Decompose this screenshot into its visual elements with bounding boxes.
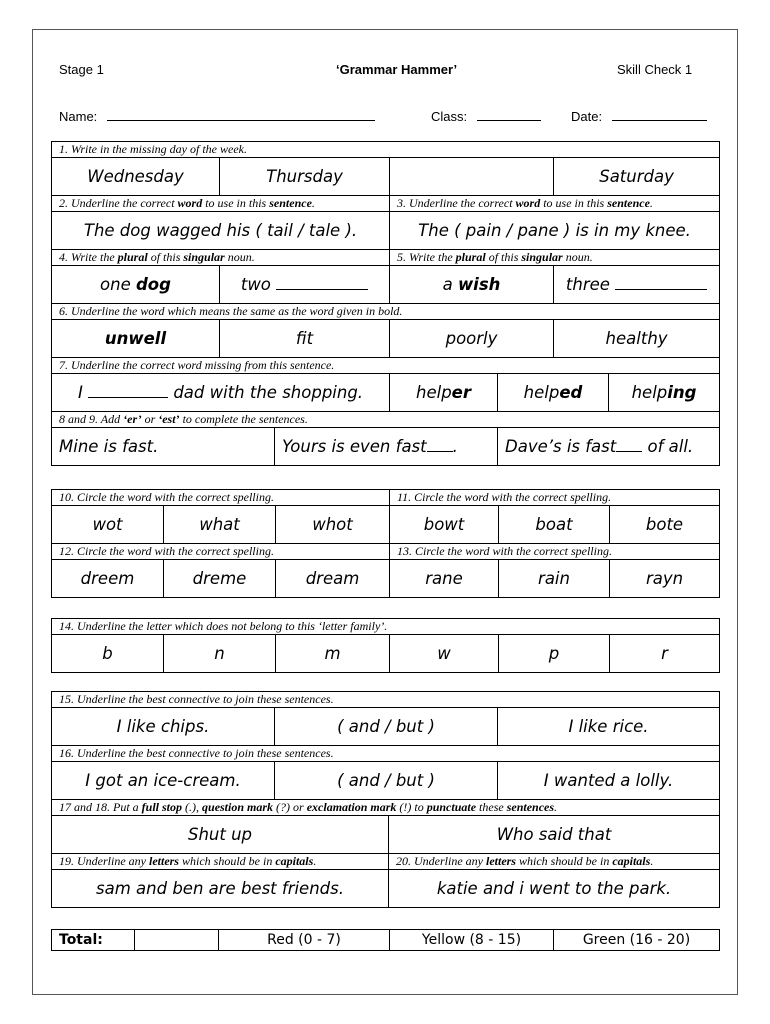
q19-sentence[interactable]: sam and ben are best friends.: [52, 870, 389, 908]
q7-option-3[interactable]: helping: [609, 374, 720, 412]
q6-option-1[interactable]: fit: [220, 320, 390, 358]
total-table: [51, 929, 720, 951]
q3-instruction: 3. Underline the correct word to use in this sentence.: [390, 196, 720, 212]
q12-option-3[interactable]: dream: [276, 560, 390, 598]
q13-option-2[interactable]: rain: [499, 560, 610, 598]
section-4-table: [51, 691, 720, 908]
q17-instruction: 17 and 18. Put a full stop (.), question mark (?) or exclamation mark (!) to punctuate these sentences.: [52, 800, 720, 816]
class-label: Class:: [431, 109, 468, 124]
q15-part-2: I like rice.: [498, 708, 720, 746]
q18-sentence[interactable]: Who said that: [389, 816, 720, 854]
q2-sentence[interactable]: The dog wagged his ( tail / tale ).: [52, 212, 390, 250]
total-label: Total:: [52, 930, 135, 951]
q12-option-2[interactable]: dreme: [164, 560, 276, 598]
name-line: [107, 108, 375, 121]
q14-letter-1[interactable]: b: [52, 635, 164, 673]
date-field[interactable]: [571, 108, 707, 124]
q20-sentence[interactable]: katie and i went to the park.: [389, 870, 720, 908]
q1-instruction: 1. Write in the missing day of the week.: [52, 142, 720, 158]
q13-option-1[interactable]: rane: [390, 560, 499, 598]
q11-instruction: 11. Circle the word with the correct spelling.: [390, 490, 720, 506]
section-2-table: [51, 489, 720, 598]
name-field[interactable]: [59, 108, 375, 124]
q4-singular: one dog: [52, 266, 220, 304]
q13-option-3[interactable]: rayn: [610, 560, 720, 598]
q1-day-1: Wednesday: [52, 158, 220, 196]
q10-instruction: 10. Circle the word with the correct spelling.: [52, 490, 390, 506]
q1-day-4: Saturday: [554, 158, 720, 196]
date-label: Date:: [571, 109, 603, 124]
q7-option-1[interactable]: helper: [390, 374, 498, 412]
q14-instruction: 14. Underline the letter which does not belong to this ‘letter family’.: [52, 619, 720, 635]
q10-option-2[interactable]: what: [164, 506, 276, 544]
total-yellow-band: Yellow (8 - 15): [390, 930, 554, 951]
q10-option-3[interactable]: whot: [276, 506, 390, 544]
class-field[interactable]: [431, 108, 541, 124]
q14-letter-4[interactable]: w: [390, 635, 499, 673]
q17-sentence[interactable]: Shut up: [52, 816, 389, 854]
class-line: [477, 108, 541, 121]
q6-word: unwell: [52, 320, 220, 358]
date-line: [612, 108, 707, 121]
q6-instruction: 6. Underline the word which means the same as the word given in bold.: [52, 304, 720, 320]
q5-singular: a wish: [390, 266, 554, 304]
section-1-table: [51, 141, 720, 466]
q6-option-3[interactable]: healthy: [554, 320, 720, 358]
q11-option-1[interactable]: bowt: [390, 506, 499, 544]
q13-instruction: 13. Circle the word with the correct spelling.: [390, 544, 720, 560]
q16-part-2: I wanted a lolly.: [498, 762, 720, 800]
name-label: Name:: [59, 109, 98, 124]
q8-sentence-1: Mine is fast.: [52, 428, 275, 466]
q16-instruction: 16. Underline the best connective to join these sentences.: [52, 746, 720, 762]
stage-label: Stage 1: [59, 62, 104, 77]
q5-plural-field[interactable]: three: [554, 266, 720, 304]
q15-part-1: I like chips.: [52, 708, 275, 746]
q9-sentence[interactable]: Dave’s is fast of all.: [498, 428, 720, 466]
page-title: ‘Grammar Hammer’: [336, 62, 458, 77]
q7-sentence: I dad with the shopping.: [52, 374, 390, 412]
q8-instruction: 8 and 9. Add ‘er’ or ‘est’ to complete the sentences.: [52, 412, 720, 428]
total-green-band: Green (16 - 20): [554, 930, 720, 951]
q14-letter-6[interactable]: r: [610, 635, 720, 673]
q14-letter-5[interactable]: p: [499, 635, 610, 673]
q15-instruction: 15. Underline the best connective to join these sentences.: [52, 692, 720, 708]
q1-answer-box[interactable]: [390, 158, 554, 196]
q6-option-2[interactable]: poorly: [390, 320, 554, 358]
q4-instruction: 4. Write the plural of this singular noun.: [52, 250, 390, 266]
q14-letter-3[interactable]: m: [276, 635, 390, 673]
q4-plural-field[interactable]: two: [220, 266, 390, 304]
section-3-table: [51, 618, 720, 673]
q3-sentence[interactable]: The ( pain / pane ) is in my knee.: [390, 212, 720, 250]
q7-instruction: 7. Underline the correct word missing from this sentence.: [52, 358, 720, 374]
q7-option-2[interactable]: helped: [498, 374, 609, 412]
skill-check-label: Skill Check 1: [617, 62, 693, 77]
q12-option-1[interactable]: dreem: [52, 560, 164, 598]
q11-option-2[interactable]: boat: [499, 506, 610, 544]
total-score-box[interactable]: [135, 930, 219, 951]
q5-instruction: 5. Write the plural of this singular noun.: [390, 250, 720, 266]
q1-day-2: Thursday: [220, 158, 390, 196]
q2-instruction: 2. Underline the correct word to use in this sentence.: [52, 196, 390, 212]
q10-option-1[interactable]: wot: [52, 506, 164, 544]
q15-connective[interactable]: ( and / but ): [275, 708, 498, 746]
q8-sentence-2[interactable]: Yours is even fast .: [275, 428, 498, 466]
total-red-band: Red (0 - 7): [219, 930, 390, 951]
q16-part-1: I got an ice-cream.: [52, 762, 275, 800]
q20-instruction: 20. Underline any letters which should be in capitals.: [389, 854, 720, 870]
q14-letter-2[interactable]: n: [164, 635, 276, 673]
q12-instruction: 12. Circle the word with the correct spelling.: [52, 544, 390, 560]
q16-connective[interactable]: ( and / but ): [275, 762, 498, 800]
q19-instruction: 19. Underline any letters which should be in capitals.: [52, 854, 389, 870]
q11-option-3[interactable]: bote: [610, 506, 720, 544]
